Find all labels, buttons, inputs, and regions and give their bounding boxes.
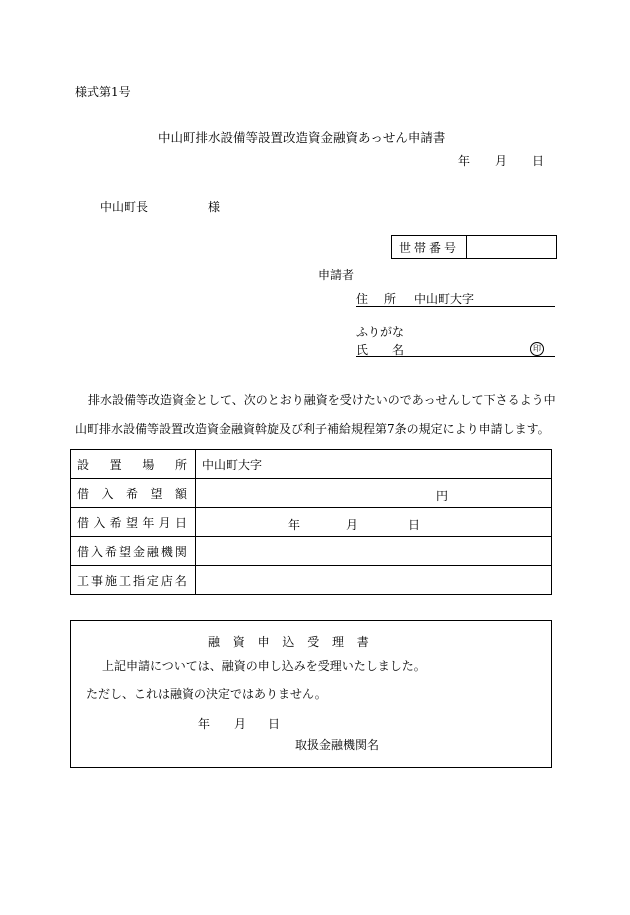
label-char: 借 bbox=[77, 515, 90, 530]
receipt-line-2: ただし、これは融資の決定ではありません。 bbox=[86, 687, 327, 701]
address-label-1: 住 bbox=[356, 292, 369, 306]
receipt-year: 年 bbox=[198, 717, 211, 731]
furigana-label: ふりがな bbox=[356, 325, 405, 339]
amount-label bbox=[71, 479, 196, 508]
label-char: 希 bbox=[104, 544, 117, 559]
table-row-date bbox=[71, 508, 552, 537]
receipt-month: 月 bbox=[234, 717, 247, 731]
table-row-contractor bbox=[71, 566, 552, 595]
label-char: 入 bbox=[93, 515, 106, 530]
form-number: 様式第1号 bbox=[75, 85, 131, 99]
label-char: 所 bbox=[174, 457, 187, 472]
label-char: 関 bbox=[174, 544, 187, 559]
label-char: 店 bbox=[160, 573, 173, 588]
label-char: 希 bbox=[109, 515, 122, 530]
label-char: 事 bbox=[90, 573, 103, 588]
date-day-unit: 日 bbox=[408, 518, 421, 532]
label-char: 望 bbox=[150, 486, 163, 501]
label-char: 希 bbox=[125, 486, 138, 501]
bank-label bbox=[71, 537, 196, 566]
household-number-box bbox=[391, 235, 557, 259]
label-char: 工 bbox=[118, 573, 131, 588]
date-year-unit: 年 bbox=[288, 518, 301, 532]
location-field[interactable] bbox=[196, 450, 552, 479]
contractor-field[interactable] bbox=[196, 566, 552, 595]
label-char: 金 bbox=[132, 544, 145, 559]
label-char: 入 bbox=[90, 544, 103, 559]
name-label-1: 氏 bbox=[356, 343, 369, 357]
bank-value bbox=[196, 544, 202, 558]
body-text-line-2: 山町排水設備等設置改造資金融資斡旋及び利子補給規程第7条の規定により申請します。 bbox=[75, 422, 550, 436]
label-char: 工 bbox=[77, 573, 90, 588]
seal-icon: 印 bbox=[530, 342, 544, 356]
addressee-mayor: 中山町長 bbox=[100, 200, 149, 214]
address-value: 中山町大字 bbox=[414, 292, 475, 306]
document-title: 中山町排水設備等設置改造資金融資あっせん申請書 bbox=[158, 130, 446, 145]
label-char: 設 bbox=[77, 457, 90, 472]
label-char: 年 bbox=[142, 515, 155, 530]
label-char: 融 bbox=[146, 544, 159, 559]
contractor-label bbox=[71, 566, 196, 595]
bank-field[interactable] bbox=[196, 537, 552, 566]
household-number-field[interactable] bbox=[467, 236, 556, 258]
label-char: 指 bbox=[132, 573, 145, 588]
contractor-value bbox=[196, 573, 202, 587]
household-number-label: 世帯番号 bbox=[392, 236, 467, 258]
label-char: 借 bbox=[77, 486, 90, 501]
applicant-label: 申請者 bbox=[318, 268, 355, 282]
label-char: 定 bbox=[146, 573, 159, 588]
label-char: 施 bbox=[104, 573, 117, 588]
body-text-line-1: 排水設備等改造資金として、次のとおり融資を受けたいのであっせんして下さるよう中 bbox=[88, 393, 556, 407]
location-value: 中山町大字 bbox=[202, 457, 263, 472]
amount-field[interactable] bbox=[196, 479, 552, 508]
date-year: 年 bbox=[458, 154, 471, 168]
location-label bbox=[71, 450, 196, 479]
table-row-bank bbox=[71, 537, 552, 566]
label-char: 置 bbox=[109, 457, 122, 472]
receipt-day: 日 bbox=[268, 717, 281, 731]
name-label-2: 名 bbox=[392, 343, 405, 357]
label-char: 入 bbox=[101, 486, 114, 501]
addressee-honorific: 様 bbox=[208, 200, 221, 214]
label-char: 額 bbox=[174, 486, 187, 501]
date-day: 日 bbox=[532, 154, 545, 168]
table-row-location bbox=[71, 450, 552, 479]
label-char: 名 bbox=[174, 573, 187, 588]
receipt-line-1: 上記申請については、融資の申し込みを受理いたしました。 bbox=[102, 659, 426, 673]
date-label bbox=[71, 508, 196, 537]
label-char: 月 bbox=[158, 515, 171, 530]
receipt-bank-label: 取扱金融機関名 bbox=[295, 738, 380, 752]
label-char: 日 bbox=[174, 515, 187, 530]
date-month-unit: 月 bbox=[346, 518, 359, 532]
label-char: 望 bbox=[125, 515, 138, 530]
label-char: 機 bbox=[160, 544, 173, 559]
label-char: 場 bbox=[142, 457, 155, 472]
receipt-box bbox=[70, 620, 552, 768]
yen-unit: 円 bbox=[436, 489, 449, 503]
label-char: 借 bbox=[77, 544, 90, 559]
address-label-2: 所 bbox=[384, 292, 397, 306]
table-row-amount bbox=[71, 479, 552, 508]
receipt-title: 融資申込受理書 bbox=[208, 635, 382, 649]
date-field[interactable] bbox=[196, 508, 552, 537]
date-month: 月 bbox=[495, 154, 508, 168]
label-char: 望 bbox=[118, 544, 131, 559]
name-field[interactable] bbox=[356, 341, 555, 357]
application-details-table bbox=[70, 449, 552, 595]
